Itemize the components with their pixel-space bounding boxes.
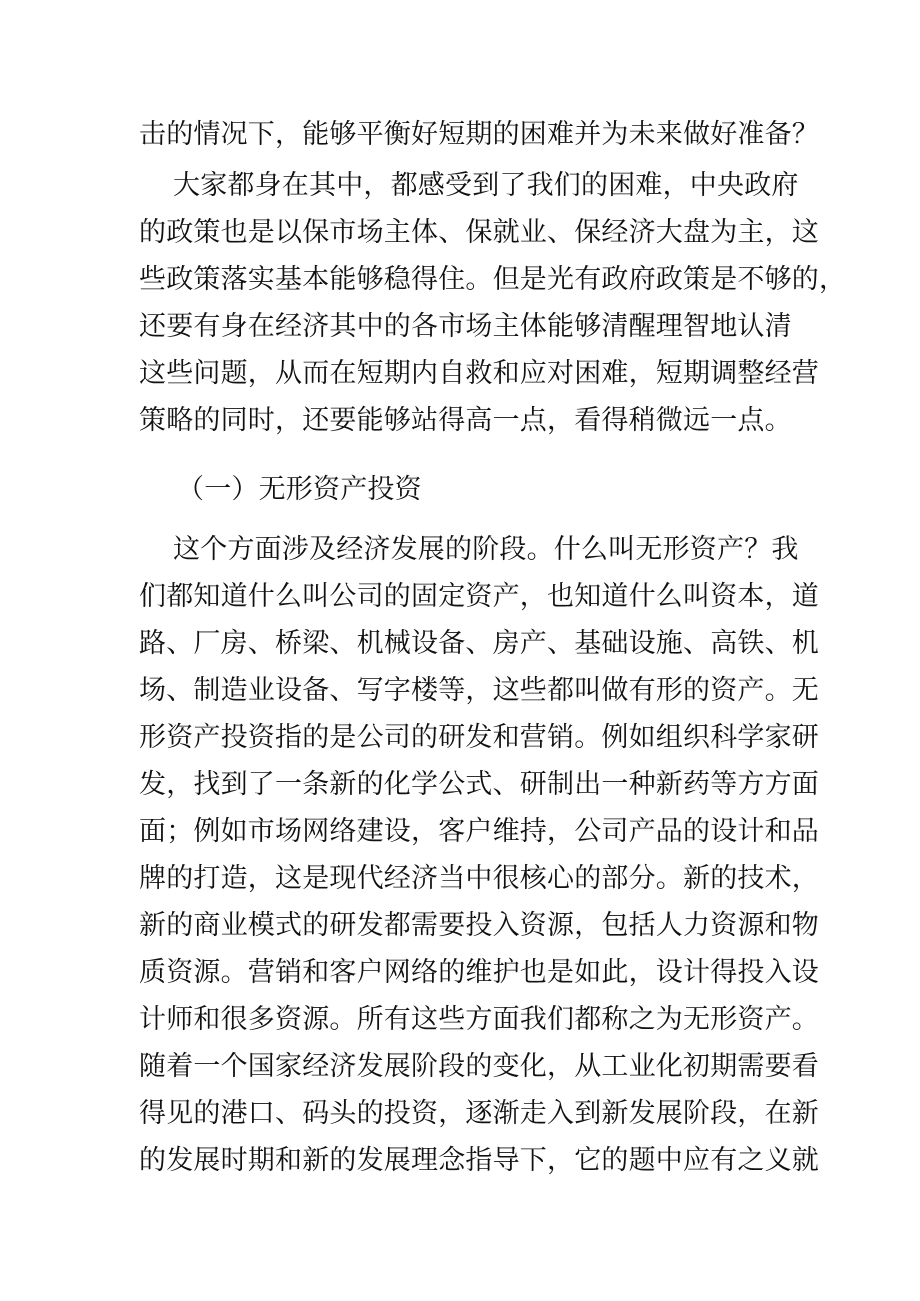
text-line: 得见的港口、码头的投资，逐渐走入到新发展阶段，在新: [139, 1098, 819, 1129]
text-line: 形资产投资指的是公司的研发和营销。例如组织科学家研: [139, 722, 819, 753]
text-line: 些政策落实基本能够稳得住。但是光有政府政策是不够的，: [139, 264, 847, 295]
text-line: 场、制造业设备、写字楼等，这些都叫做有形的资产。无: [139, 675, 819, 706]
text-line: 面；例如市场网络建设，客户维持，公司产品的设计和品: [139, 816, 819, 847]
text-line: 策略的同时，还要能够站得高一点，看得稍微远一点。: [139, 405, 792, 436]
text-line: 发，找到了一条新的化学公式、研制出一种新药等方方面: [139, 769, 819, 800]
text-line: 这些问题，从而在短期内自救和应对困难，短期调整经营: [139, 358, 819, 389]
text-line: 的政策也是以保市场主体、保就业、保经济大盘为主，这: [139, 217, 819, 248]
text-line: 质资源。营销和客户网络的维护也是如此，设计得投入设: [139, 957, 819, 988]
text-line: 牌的打造，这是现代经济当中很核心的部分。新的技术，: [139, 863, 819, 894]
text-line: 还要有身在经济其中的各市场主体能够清醒理智地认清: [139, 311, 792, 342]
section-heading: （一）无形资产投资: [177, 474, 422, 505]
text-line: 随着一个国家经济发展阶段的变化，从工业化初期需要看: [139, 1051, 819, 1082]
text-line: 计师和很多资源。所有这些方面我们都称之为无形资产。: [139, 1004, 819, 1035]
text-line: 击的情况下，能够平衡好短期的困难并为未来做好准备？: [139, 119, 819, 150]
text-line: 新的商业模式的研发都需要投入资源，包括人力资源和物: [139, 910, 819, 941]
paragraph-first-line: 大家都身在其中，都感受到了我们的困难，中央政府: [173, 170, 799, 201]
paragraph-first-line: 这个方面涉及经济发展的阶段。什么叫无形资产？我: [173, 534, 799, 565]
text-line: 路、厂房、桥梁、机械设备、房产、基础设施、高铁、机: [139, 628, 819, 659]
text-line: 们都知道什么叫公司的固定资产，也知道什么叫资本，道: [139, 581, 819, 612]
text-line: 的发展时期和新的发展理念指导下，它的题中应有之义就: [139, 1145, 819, 1176]
